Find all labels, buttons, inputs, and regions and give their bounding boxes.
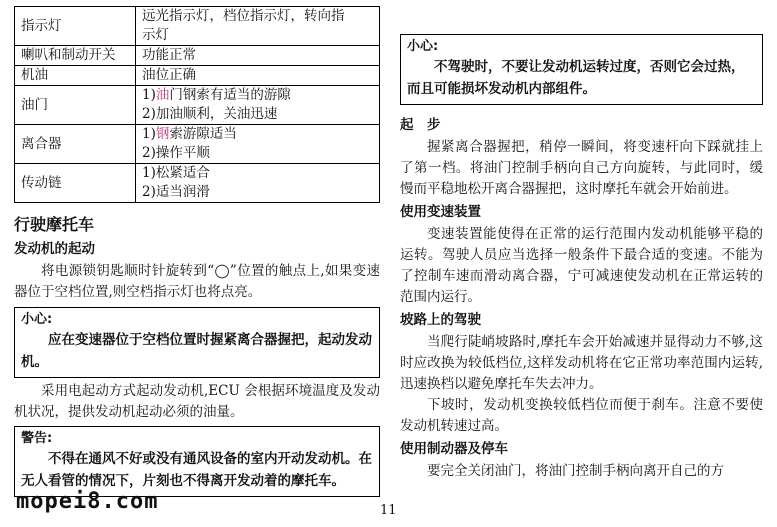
table-cell-item: 喇叭和制动开关 bbox=[15, 46, 136, 66]
highlighted-character: 油 bbox=[155, 87, 170, 103]
check-line: 1)钢索游隙适当 bbox=[142, 126, 237, 142]
table-cell-check bbox=[136, 164, 380, 203]
highlighted-character: 钢 bbox=[155, 126, 170, 142]
transmission-paragraph: 变速装置能使得在正常的运行范围内发动机能够平稳的运转。驾驶人员应当选择一般条件下最合适的变速。不能为了控制车速而滑动离合器，宁可减速使发动机在正常运转的范围内运行。 bbox=[400, 226, 763, 305]
check-line: 功能正常 bbox=[142, 47, 196, 63]
check-line: 远光指示灯，档位指示灯，转向指 bbox=[142, 8, 345, 24]
warning-label: 警告: bbox=[21, 431, 53, 446]
transmission-heading: 使用变速装置 bbox=[400, 204, 481, 220]
caution-label: 小心: bbox=[407, 39, 439, 54]
check-line: 示灯 bbox=[142, 27, 169, 43]
table-row bbox=[15, 164, 380, 203]
table-row bbox=[15, 125, 380, 164]
ecu-paragraph: 采用电起动方式起动发动机,ECU 会根据环境温度及发动机状况，提供发动机起动必须的油量。 bbox=[14, 383, 380, 420]
caution-box bbox=[400, 34, 763, 105]
table-cell-item: 传动链 bbox=[15, 164, 136, 203]
inspection-table bbox=[14, 6, 380, 203]
brake-paragraph: 要完全关闭油门，将油门控制手柄向离开自己的方 bbox=[427, 463, 724, 479]
table-cell-item: 油门 bbox=[15, 86, 136, 125]
page-number: 11 bbox=[380, 503, 397, 518]
table-cell-item: 离合器 bbox=[15, 125, 136, 164]
start-paragraph: 握紧离合器握把，稍停一瞬间，将变速杆向下踩就挂上了第一档。将油门控制手柄向自己方向旋转，与此同时，缓慢而平稳地松开离合器握把，这时摩托车就会开始前进。 bbox=[400, 139, 763, 197]
brake-heading: 使用制动器及停车 bbox=[400, 441, 508, 457]
caution-box bbox=[14, 307, 380, 378]
table-row bbox=[15, 46, 380, 66]
engine-start-heading: 发动机的起动 bbox=[14, 241, 95, 257]
table-cell-check bbox=[136, 46, 380, 66]
right-column bbox=[400, 0, 763, 482]
table-cell-check bbox=[136, 66, 380, 86]
table-row bbox=[15, 86, 380, 125]
caution-text: 不驾驶时，不要让发动机运转过度，否则它会过热，而且可能损坏发动机内部组件。 bbox=[407, 59, 745, 97]
site-watermark: mopei8.com bbox=[16, 489, 159, 514]
engine-start-paragraph: 将电源锁钥匙顺时针旋转到“◯”位置的触点上,如果变速器位于空档位置,则空档指示灯也将点亮。 bbox=[14, 263, 380, 300]
table-cell-check bbox=[136, 86, 380, 125]
check-line: 2)加油顺利，关油迅速 bbox=[142, 106, 278, 122]
check-line: 1)油门钢索有适当的游隙 bbox=[142, 87, 291, 103]
warning-box bbox=[14, 426, 380, 497]
table-row bbox=[15, 7, 380, 46]
table-cell-check bbox=[136, 125, 380, 164]
left-column bbox=[14, 0, 380, 497]
check-line: 2)操作平顺 bbox=[142, 145, 210, 161]
start-heading: 起 步 bbox=[400, 117, 441, 133]
slope-heading: 坡路上的驾驶 bbox=[400, 312, 481, 328]
slope-paragraph: 当爬行陡峭坡路时,摩托车会开始减速并显得动力不够,这时应改换为较低档位,这样发动机将在它正常功率范围内运转,迅速换档以避免摩托车失去冲力。 bbox=[400, 334, 763, 392]
table-cell-item: 指示灯 bbox=[15, 7, 136, 46]
downhill-paragraph: 下坡时，发动机变换较低档位而便于刹车。注意不要使发动机转速过高。 bbox=[400, 397, 763, 434]
table-cell-item: 机油 bbox=[15, 66, 136, 86]
table-row bbox=[15, 66, 380, 86]
check-line: 油位正确 bbox=[142, 67, 196, 83]
check-line: 2)适当润滑 bbox=[142, 184, 210, 200]
warning-text: 不得在通风不好或没有通风设备的室内开动发动机。在无人看管的情况下，片刻也不得离开发动着的摩托车。 bbox=[21, 451, 372, 489]
check-line: 1)松紧适合 bbox=[142, 165, 210, 181]
section-title: 行驶摩托车 bbox=[14, 215, 95, 234]
caution-label: 小心: bbox=[21, 312, 53, 327]
caution-text: 应在变速器位于空档位置时握紧离合器握把，起动发动机。 bbox=[21, 332, 372, 370]
table-cell-check bbox=[136, 7, 380, 46]
